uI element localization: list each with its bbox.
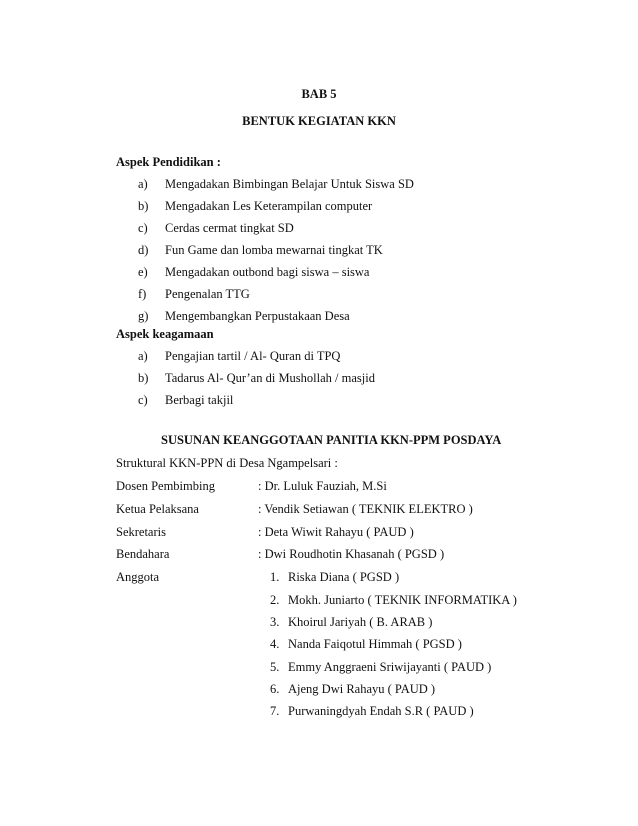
member-item: Purwaningdyah Endah S.R ( PAUD ): [288, 704, 474, 718]
list-marker: c): [138, 393, 148, 407]
list-item: Mengadakan Bimbingan Belajar Untuk Siswa SD: [165, 177, 414, 191]
list-item: Berbagi takjil: [165, 393, 234, 407]
member-item: Ajeng Dwi Rahayu ( PAUD ): [288, 682, 436, 696]
chapter-title: BENTUK KEGIATAN KKN: [242, 114, 396, 128]
list-marker: f): [138, 287, 147, 301]
list-item: Mengembangkan Perpustakaan Desa: [165, 309, 350, 323]
member-number: 4.: [270, 637, 280, 651]
role-label: Sekretaris: [116, 525, 166, 539]
member-number: 6.: [270, 682, 280, 696]
member-item: Riska Diana ( PGSD ): [288, 570, 400, 584]
member-number: 1.: [270, 570, 280, 584]
list-marker: d): [138, 243, 149, 257]
role-label: Dosen Pembimbing: [116, 479, 215, 493]
section-heading-pendidikan: Aspek Pendidikan :: [116, 155, 221, 169]
member-item: Nanda Faiqotul Himmah ( PGSD ): [288, 637, 462, 651]
member-number: 3.: [270, 615, 280, 629]
member-item: Khoirul Jariyah ( B. ARAB ): [288, 615, 433, 629]
list-item: Cerdas cermat tingkat SD: [165, 221, 294, 235]
list-item: Mengadakan outbond bagi siswa – siswa: [165, 265, 370, 279]
list-marker: g): [138, 309, 149, 323]
role-value: : Deta Wiwit Rahayu ( PAUD ): [258, 525, 414, 539]
member-item: Emmy Anggraeni Sriwijayanti ( PAUD ): [288, 660, 492, 674]
member-number: 7.: [270, 704, 280, 718]
role-label: Ketua Pelaksana: [116, 502, 199, 516]
anggota-label: Anggota: [116, 570, 160, 584]
list-item: Tadarus Al- Qur’an di Mushollah / masjid: [165, 371, 375, 385]
role-value: : Dwi Roudhotin Khasanah ( PGSD ): [258, 547, 445, 561]
member-item: Mokh. Juniarto ( TEKNIK INFORMATIKA ): [288, 593, 517, 607]
structural-label: Struktural KKN-PPN di Desa Ngampelsari :: [116, 456, 338, 470]
list-item: Mengadakan Les Keterampilan computer: [165, 199, 373, 213]
list-marker: a): [138, 349, 148, 363]
list-marker: e): [138, 265, 148, 279]
member-number: 2.: [270, 593, 280, 607]
list-item: Pengajian tartil / Al- Quran di TPQ: [165, 349, 341, 363]
section-heading-susunan: SUSUNAN KEANGGOTAAN PANITIA KKN-PPM POSDAYA: [161, 433, 502, 447]
role-value: : Vendik Setiawan ( TEKNIK ELEKTRO ): [258, 502, 473, 516]
member-number: 5.: [270, 660, 280, 674]
list-item: Pengenalan TTG: [165, 287, 250, 301]
list-marker: c): [138, 221, 148, 235]
role-value: : Dr. Luluk Fauziah, M.Si: [258, 479, 387, 493]
list-item: Fun Game dan lomba mewarnai tingkat TK: [165, 243, 383, 257]
list-marker: a): [138, 177, 148, 191]
role-label: Bendahara: [116, 547, 170, 561]
list-marker: b): [138, 371, 149, 385]
list-marker: b): [138, 199, 149, 213]
chapter-label: BAB 5: [301, 87, 337, 101]
section-heading-keagamaan: Aspek keagamaan: [116, 327, 214, 341]
